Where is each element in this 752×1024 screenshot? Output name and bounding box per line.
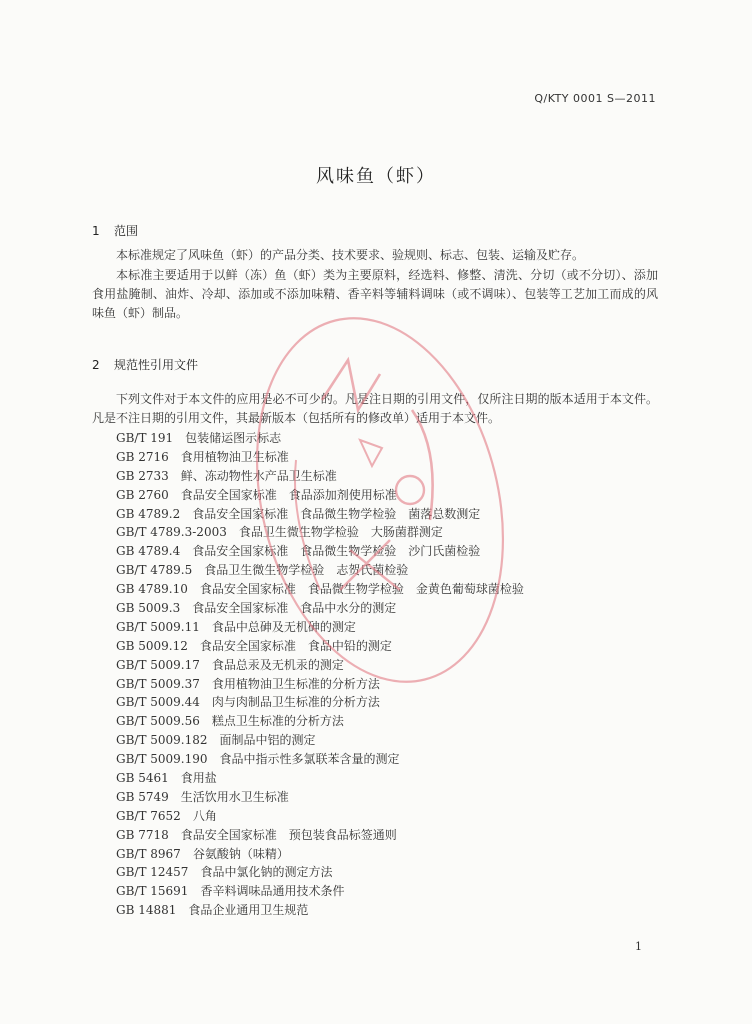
reference-title: 食品卫生微生物学检验 大肠菌群测定 <box>238 525 443 540</box>
reference-code: GB 4789.4 <box>116 544 181 559</box>
reference-item <box>116 505 524 524</box>
reference-title: 食品安全国家标准 食品微生物学检验 沙门氏菌检验 <box>192 544 481 559</box>
reference-item <box>116 769 524 788</box>
section-number: 1 <box>92 224 100 238</box>
section-title: 范围 <box>114 224 139 238</box>
reference-item <box>116 561 524 580</box>
reference-code: GB 2760 <box>116 487 169 502</box>
reference-code: GB 4789.10 <box>116 582 188 597</box>
reference-title: 食品卫生微生物学检验 志贺氏菌检验 <box>204 563 409 578</box>
reference-title: 八角 <box>192 808 217 823</box>
reference-title: 谷氨酸钠（味精） <box>192 846 289 861</box>
reference-title: 食品安全国家标准 食品添加剂使用标准 <box>180 487 397 502</box>
reference-code: GB/T 15691 <box>116 884 189 899</box>
references-intro-paragraph: 下列文件对于本文件的应用是必不可少的。凡是注日期的引用文件，仅所注日期的版本适用于本文件。凡是不注日期的引用文件，其最新版本（包括所有的修改单）适用于本文件。 <box>92 392 658 425</box>
scope-paragraph-2: 本标准主要适用于以鲜（冻）鱼（虾）类为主要原料，经选料、修整、清洗、分切（或不分切）、添加食用盐腌制、油炸、冷却、添加或不添加味精、香辛料等辅料调味（或不调味）、包装等工艺加工而成的风味鱼（虾）制品。 <box>92 268 658 320</box>
reference-item <box>116 429 524 448</box>
reference-title: 食品中氯化钠的测定方法 <box>200 865 333 880</box>
reference-title: 生活饮用水卫生标准 <box>180 789 289 804</box>
document-title: 风味鱼（虾） <box>316 166 436 187</box>
page-number: 1 <box>635 940 642 953</box>
reference-code: GB 4789.2 <box>116 506 181 521</box>
reference-code: GB 5009.3 <box>116 601 181 616</box>
reference-item <box>116 750 524 769</box>
reference-code: GB 2733 <box>116 468 169 483</box>
reference-code: GB/T 5009.190 <box>116 752 208 767</box>
reference-code: GB 5009.12 <box>116 638 188 653</box>
reference-item <box>116 580 524 599</box>
reference-code: GB/T 8967 <box>116 846 181 861</box>
reference-title: 食品总汞及无机汞的测定 <box>211 657 344 672</box>
reference-title: 食品安全国家标准 食品中水分的测定 <box>192 601 397 616</box>
reference-code: GB 5461 <box>116 771 169 786</box>
reference-title: 香辛料调味品通用技术条件 <box>200 884 345 899</box>
section-heading-normative-references <box>92 356 198 373</box>
reference-item <box>116 882 524 901</box>
reference-item <box>116 523 524 542</box>
reference-code: GB 14881 <box>116 903 177 918</box>
reference-item <box>116 807 524 826</box>
reference-code: GB/T 5009.182 <box>116 733 208 748</box>
reference-title: 鲜、冻动物性水产品卫生标准 <box>180 468 337 483</box>
reference-title: 食品中总砷及无机砷的测定 <box>211 619 356 634</box>
reference-item <box>116 788 524 807</box>
reference-list <box>116 429 524 920</box>
reference-code: GB/T 4789.3-2003 <box>116 525 227 540</box>
reference-code: GB/T 5009.11 <box>116 619 200 634</box>
reference-title: 食用盐 <box>180 771 217 786</box>
reference-title: 包装储运图示标志 <box>185 431 282 445</box>
reference-item <box>116 637 524 656</box>
section-heading-scope <box>92 222 138 239</box>
reference-code: GB/T 5009.37 <box>116 676 200 691</box>
reference-code: GB 5749 <box>116 789 169 804</box>
reference-title: 食品安全国家标准 预包装食品标签通则 <box>180 827 397 842</box>
reference-title: 面制品中铝的测定 <box>219 733 316 748</box>
reference-code: GB/T 5009.44 <box>116 695 200 710</box>
reference-item <box>116 599 524 618</box>
reference-item <box>116 448 524 467</box>
reference-title: 肉与肉制品卫生标准的分析方法 <box>211 695 380 710</box>
reference-code: GB/T 7652 <box>116 808 181 823</box>
reference-item <box>116 693 524 712</box>
section-number: 2 <box>92 358 100 372</box>
reference-item <box>116 486 524 505</box>
reference-code: GB/T 4789.5 <box>116 563 193 578</box>
reference-title: 食用植物油卫生标准 <box>180 449 289 464</box>
reference-item <box>116 845 524 864</box>
reference-item <box>116 712 524 731</box>
reference-item <box>116 618 524 637</box>
reference-title: 食品安全国家标准 食品微生物学检验 菌落总数测定 <box>192 506 481 521</box>
reference-item <box>116 826 524 845</box>
reference-item <box>116 467 524 486</box>
reference-code: GB/T 5009.17 <box>116 657 200 672</box>
reference-code: GB/T 12457 <box>116 865 189 880</box>
reference-title: 食品安全国家标准 食品微生物学检验 金黄色葡萄球菌检验 <box>199 582 524 597</box>
reference-title: 糕点卫生标准的分析方法 <box>211 714 344 729</box>
scope-paragraph-1: 本标准规定了风味鱼（虾）的产品分类、技术要求、验规则、标志、包装、运输及贮存。 <box>116 248 585 262</box>
document-code: Q/KTY 0001 S—2011 <box>534 92 656 105</box>
reference-code: GB 2716 <box>116 449 169 464</box>
reference-item <box>116 656 524 675</box>
reference-item <box>116 542 524 561</box>
reference-title: 食用植物油卫生标准的分析方法 <box>211 676 380 691</box>
section-title: 规范性引用文件 <box>114 358 199 372</box>
reference-code: GB 7718 <box>116 827 169 842</box>
reference-item <box>116 901 524 920</box>
reference-title: 食品企业通用卫生规范 <box>188 903 309 918</box>
reference-title: 食品中指示性多氯联苯含量的测定 <box>219 752 400 767</box>
reference-item <box>116 731 524 750</box>
reference-title: 食品安全国家标准 食品中铅的测定 <box>199 638 392 653</box>
reference-code: GB/T 191 <box>116 431 174 445</box>
reference-item <box>116 863 524 882</box>
reference-code: GB/T 5009.56 <box>116 714 200 729</box>
reference-item <box>116 675 524 694</box>
